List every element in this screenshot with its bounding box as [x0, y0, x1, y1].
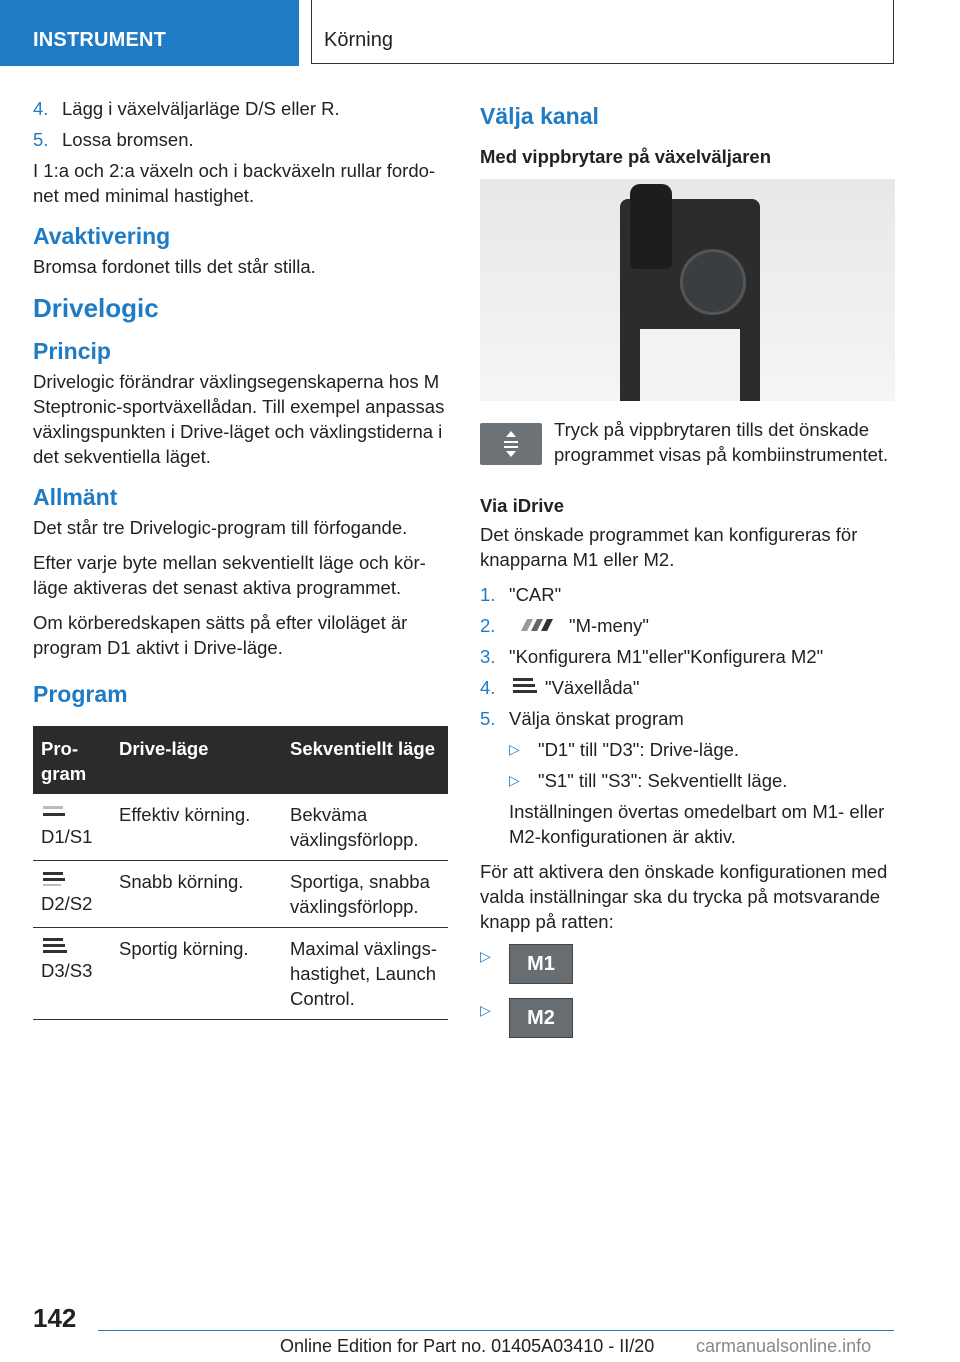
table-header-row	[33, 726, 448, 794]
vipp-text: Tryck på vippbrytaren tills det önskade programmet visas på kombiinstrumentet.	[554, 419, 889, 465]
chapter-title: Körning	[324, 29, 393, 51]
triangle-bullet-icon: ▷	[480, 948, 491, 964]
heading-drivelogic: Drivelogic	[33, 293, 159, 323]
heading-allmant: Allmänt	[33, 484, 118, 510]
idrive-step-1: 1. "CAR"	[480, 584, 562, 605]
page-number: 142	[33, 1303, 77, 1333]
col-sequential: Sekventiellt läge	[282, 726, 448, 794]
paddle-switch-icon	[480, 423, 542, 465]
table-row: D2/S2 Snabb körning. Sportiga, snabba växlingsförlopp.	[33, 861, 448, 928]
m2-row	[480, 998, 895, 1038]
left-column	[33, 96, 448, 1020]
heading-avaktivering: Avaktivering	[33, 223, 171, 249]
triangle-bullet-icon: ▷	[509, 772, 520, 788]
idrive-step-3: 3. "Konfigurera M1"eller"Konfigurera M2"	[480, 646, 824, 667]
m1-button-icon: M1	[509, 944, 573, 984]
heading-program: Program	[33, 681, 128, 707]
section-tab	[0, 0, 299, 66]
step-5: 5. Lossa bromsen.	[33, 129, 194, 150]
triangle-bullet-icon: ▷	[480, 1002, 491, 1018]
triangle-bullet-icon: ▷	[509, 741, 520, 757]
allmant-text-3: Om körberedskapen sätts på efter viloläget är program D1 aktivt i Drive-läge.	[33, 612, 408, 658]
col-drive: Drive-läge	[111, 726, 282, 794]
sub-bullet-s: ▷ "S1" till "S3": Sekventiellt läge.	[509, 770, 788, 791]
step-4: 4. Lägg i växelväljarläge D/S eller R.	[33, 98, 340, 119]
m-stripes-icon	[513, 613, 561, 638]
table-row: D1/S1 Effektiv körning. Bekväma växlingsförlopp.	[33, 794, 448, 861]
program-table	[33, 726, 448, 1020]
princip-text: Drivelogic förändrar växlingsegenskaperna hos M Steptronic-sportväxellådan. Till exempel anpassas växlingspunkten i Drive-läget och växlingstiderna i det sekventiella läget.	[33, 371, 445, 467]
idrive-step-4: 4. "Växellåda"	[480, 677, 640, 698]
idrive-text: Det önskade programmet kan konfigureras för knapparna M1 eller M2.	[480, 524, 858, 570]
heading-vippbrytare: Med vippbrytare på växelväljaren	[480, 146, 771, 167]
edition-text: Online Edition for Part no. 01405A03410 - II/20	[280, 1336, 655, 1356]
drivelogic-3-icon	[41, 936, 103, 958]
table-row: D3/S3 Sportig körning. Maximal växlingshastighet, Launch Control.	[33, 928, 448, 1020]
sub-note: Inställningen övertas omedelbart om M1- eller M2-konfigurationen är aktiv.	[509, 801, 885, 847]
activate-text: För att aktivera den önskade konfigurationen med valda inställningar ska du trycka på motsvarande knapp på ratten:	[480, 861, 888, 932]
heading-valja-kanal: Välja kanal	[480, 103, 599, 129]
m1-row	[480, 944, 895, 984]
gearbox-icon	[513, 675, 537, 700]
vipp-block	[480, 419, 895, 477]
allmant-text-1: Det står tre Drivelogic-program till förfogande.	[33, 517, 408, 538]
gear-selector-photo	[480, 179, 895, 401]
footer-divider	[98, 1330, 894, 1331]
rolling-note: I 1:a och 2:a växeln och i backväxeln rullar fordonet med minimal hastighet.	[33, 160, 436, 206]
m2-button-icon: M2	[509, 998, 573, 1038]
drivelogic-1-icon	[41, 802, 103, 824]
drivelogic-2-icon	[41, 869, 103, 891]
heading-idrive: Via iDrive	[480, 495, 564, 516]
chapter-tab	[311, 0, 894, 64]
section-title: INSTRUMENT	[33, 29, 167, 51]
avaktivering-text: Bromsa fordonet tills det står stilla.	[33, 256, 316, 277]
col-program: Program	[33, 726, 111, 794]
heading-princip: Princip	[33, 338, 111, 364]
idrive-step-5: 5. Välja önskat program	[480, 708, 684, 729]
watermark: carmanualsonline.info	[696, 1336, 872, 1356]
idrive-step-2: 2. "M-meny"	[480, 615, 649, 636]
right-column	[480, 96, 895, 1038]
allmant-text-2: Efter varje byte mellan sekventiellt läge och körläge aktiveras det senast aktiva programmet.	[33, 552, 426, 598]
sub-bullet-d: ▷ "D1" till "D3": Drive-läge.	[509, 739, 740, 760]
